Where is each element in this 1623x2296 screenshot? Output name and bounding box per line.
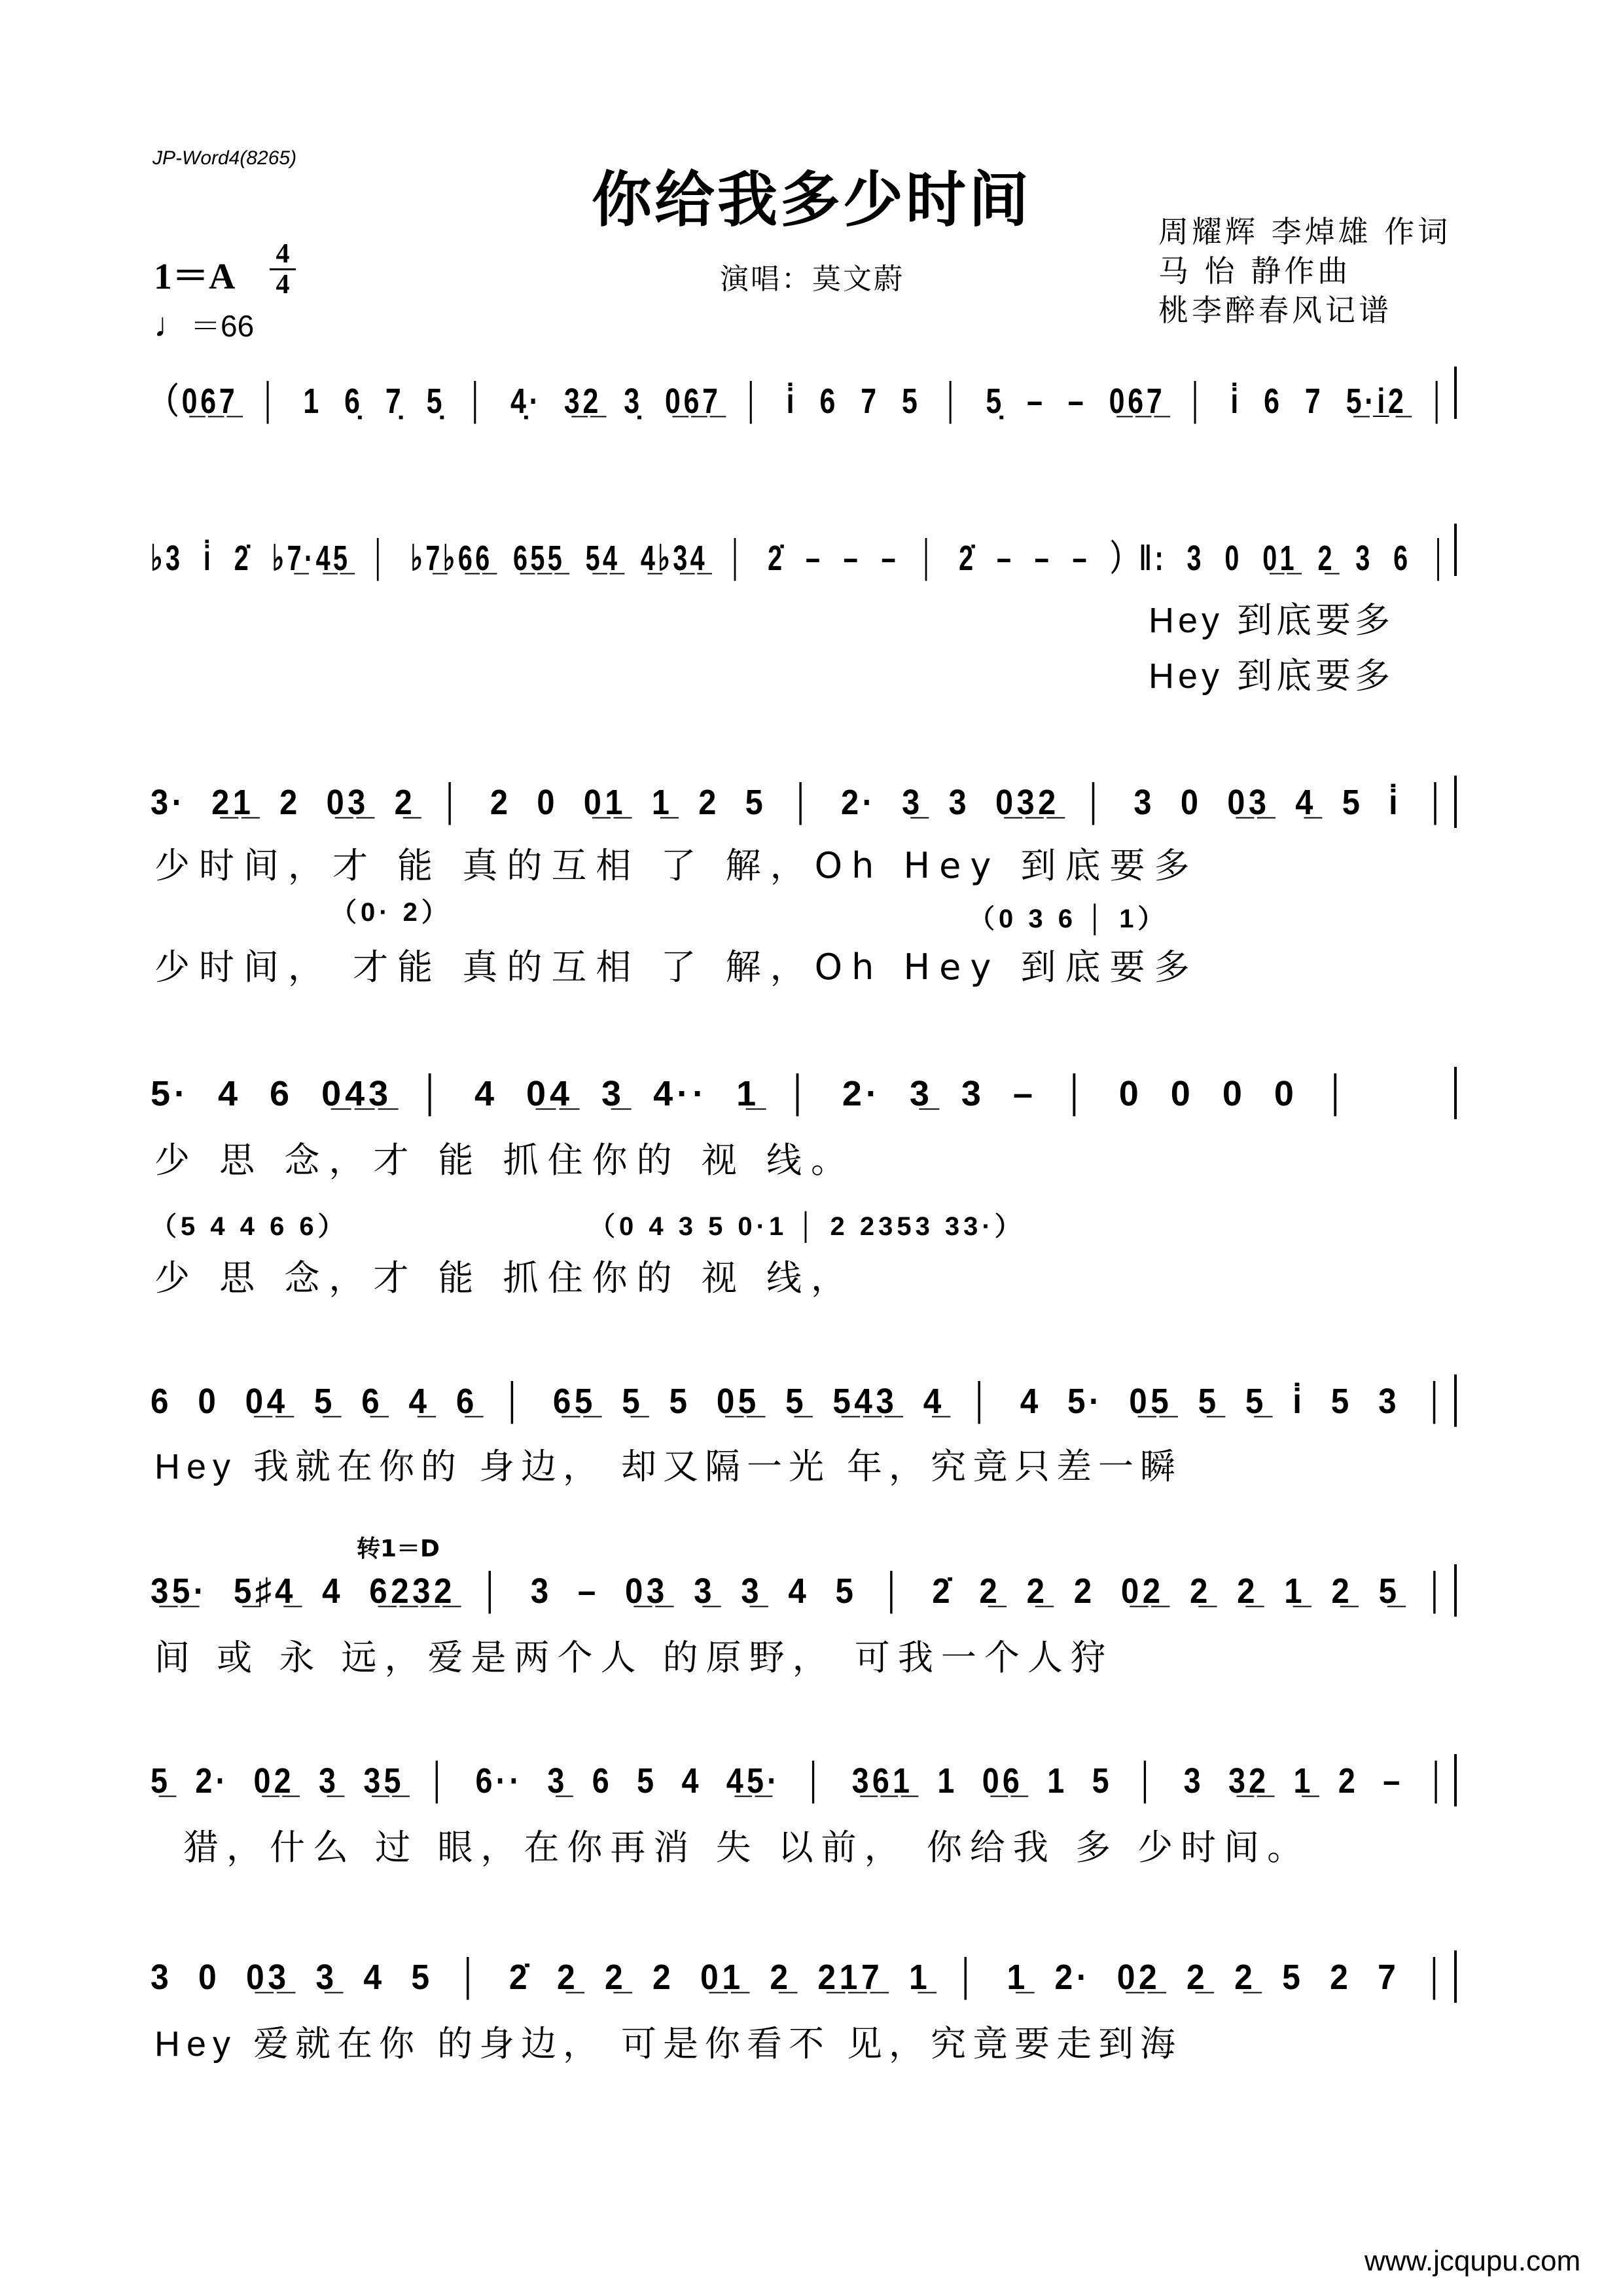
system-end-barline-7	[1454, 1754, 1457, 1806]
key-change-marking: 转1＝D	[357, 1535, 440, 1562]
grace-notes-4a: （5 4 4 6 6）	[151, 1212, 348, 1241]
singer-credit: 演唱：莫文蔚	[720, 262, 904, 296]
website-watermark: www.jcqupu.com	[1364, 2245, 1581, 2277]
staff-system-6: 3̲5̲· 5̲♯4̲ 4 6̲2̲3̲2̲ │ 3 – 0̲3̲ 3̲ 3̲ 4 5 │ 2̇ 2̲ 2̲ 2 0̲2̲ 2̲ 2̲ 1̲ 2̲ 5̲ │	[151, 1571, 1450, 1611]
grace-notes-3a: （0· 2）	[330, 898, 452, 927]
staff-system-5: 6 0 0̲4̲ 5̲ 6̲ 4̲ 6̲ │ 6̲5̲ 5̲ 5 0̲5̲ 5̲ 5̲4̲3̲ 4̲ │ 4 5· 0̲5̲ 5̲ 5̲ i̇ 5 3 │	[151, 1382, 1450, 1421]
lyric-line-4-verse-2: 少 思 念，才 能 抓住你的 视 线，	[154, 1257, 855, 1299]
lyric-line-2-verse-1: Hey 到底要多	[1149, 601, 1395, 640]
song-title: 你给我多少时间	[591, 164, 1031, 235]
lyric-line-6: 间 或 永 远，爱是两个人 的原野， 可我一个人狩	[154, 1637, 1114, 1678]
lyric-line-7: 猎，什么 过 眼，在你再消 失 以前， 你给我 多 少时间。	[183, 1827, 1311, 1868]
lyric-line-4-verse-1: 少 思 念，才 能 抓住你的 视 线。	[154, 1139, 855, 1181]
software-label: JP-Word4(8265)	[152, 147, 297, 169]
lyric-line-8: Hey 爱就在你 的身边， 可是你看不 见，究竟要走到海	[154, 2024, 1183, 2064]
system-end-barline-6	[1454, 1564, 1457, 1617]
tempo-marking	[154, 302, 254, 346]
composer-credit: 马 怡 静作曲	[1158, 253, 1351, 289]
lyric-line-3-verse-1: 少时间，才 能 真的互相 了 解，Oh Hey 到底要多	[154, 845, 1199, 886]
system-end-barline-8	[1454, 1950, 1457, 2003]
staff-system-8: 3 0 0̲3̲ 3̲ 4 5 │ 2̇ 2̲ 2̲ 2 0̲1̲ 2̲ 2̲1̲7̲ 1̲ │ 1̲ 2· 0̲2̲ 2̲ 2̲ 5 2 7 │	[151, 1958, 1450, 1997]
time-signature-bottom: 4	[276, 270, 290, 300]
staff-system-7: 5̲ 2· 0̲2̲ 3̲ 3̲5̲ │ 6·· 3̲ 6 5 4 4̲5̲· │ 3̲6̲1̲ 1 0̲6̲ 1 5 │ 3 3̲2̲ 1̲ 2 – │	[151, 1761, 1450, 1801]
staff-system-1: （0̲6̲7̲ │ 1 6̣ 7̣ 5̣ │ 4̣· 3̲2̲ 3̣ 0̲6̲7̲ │ i̇ 6 7 5 │ 5̣ – – 0̲6̲7̲ │ i̇ 6 7 5̲·i̲2̲ │	[151, 382, 1450, 421]
system-end-barline-1	[1454, 367, 1457, 419]
system-end-barline-3	[1454, 776, 1457, 828]
lyricist-credit: 周耀辉 李焯雄 作词	[1158, 214, 1452, 249]
lyric-line-3-verse-2: 少时间， 才能 真的互相 了 解，Oh Hey 到底要多	[154, 946, 1199, 988]
system-end-barline-4	[1454, 1067, 1457, 1119]
transcriber-credit: 桃李醉春风记谱	[1158, 293, 1392, 328]
grace-notes-4b: （0 4 3 5 0·1 │ 2 2353 33·）	[589, 1212, 1025, 1241]
staff-system-4: 5· 4 6 0̲4̲3̲ │ 4 0̲4̲ 3̲ 4·· 1̲ │ 2· 3̲ 3 – │ 0 0 0 0 │	[151, 1074, 1352, 1113]
key-signature: 1＝A	[154, 257, 236, 297]
lyric-line-5: Hey 我就在你的 身边， 却又隔一光 年，究竟只差一瞬	[154, 1447, 1183, 1486]
grace-notes-3b: （0 3 6 │ 1）	[969, 905, 1168, 933]
time-signature	[270, 241, 296, 298]
tempo-value: ＝66	[190, 309, 255, 343]
staff-system-2: ♭3 i̇ 2̇ ♭7̲·4̲5̲ │ ♭7̲♭6̲6̲ 6̲5̲5̲ 5̲4̲ 4̲♭3̲4̲ │ 2̇ – – – │ 2̇ – – – ）‖: 3 0 0̲1̲ 2̲ 3 6 │	[151, 539, 1451, 578]
system-end-barline-5	[1454, 1374, 1457, 1427]
time-signature-top: 4	[276, 239, 290, 269]
staff-system-3: 3· 2̲1̲ 2 0̲3̲ 2̲ │ 2 0 0̲1̲ 1̲ 2 5 │ 2· 3̲ 3 0̲3̲2̲ │ 3 0 0̲3̲ 4̲ 5 i̇ │	[151, 783, 1450, 822]
quarter-note-icon: ♩	[154, 306, 188, 344]
lyric-line-2-verse-2: Hey 到底要多	[1149, 656, 1395, 696]
system-end-barline-2	[1454, 524, 1457, 576]
